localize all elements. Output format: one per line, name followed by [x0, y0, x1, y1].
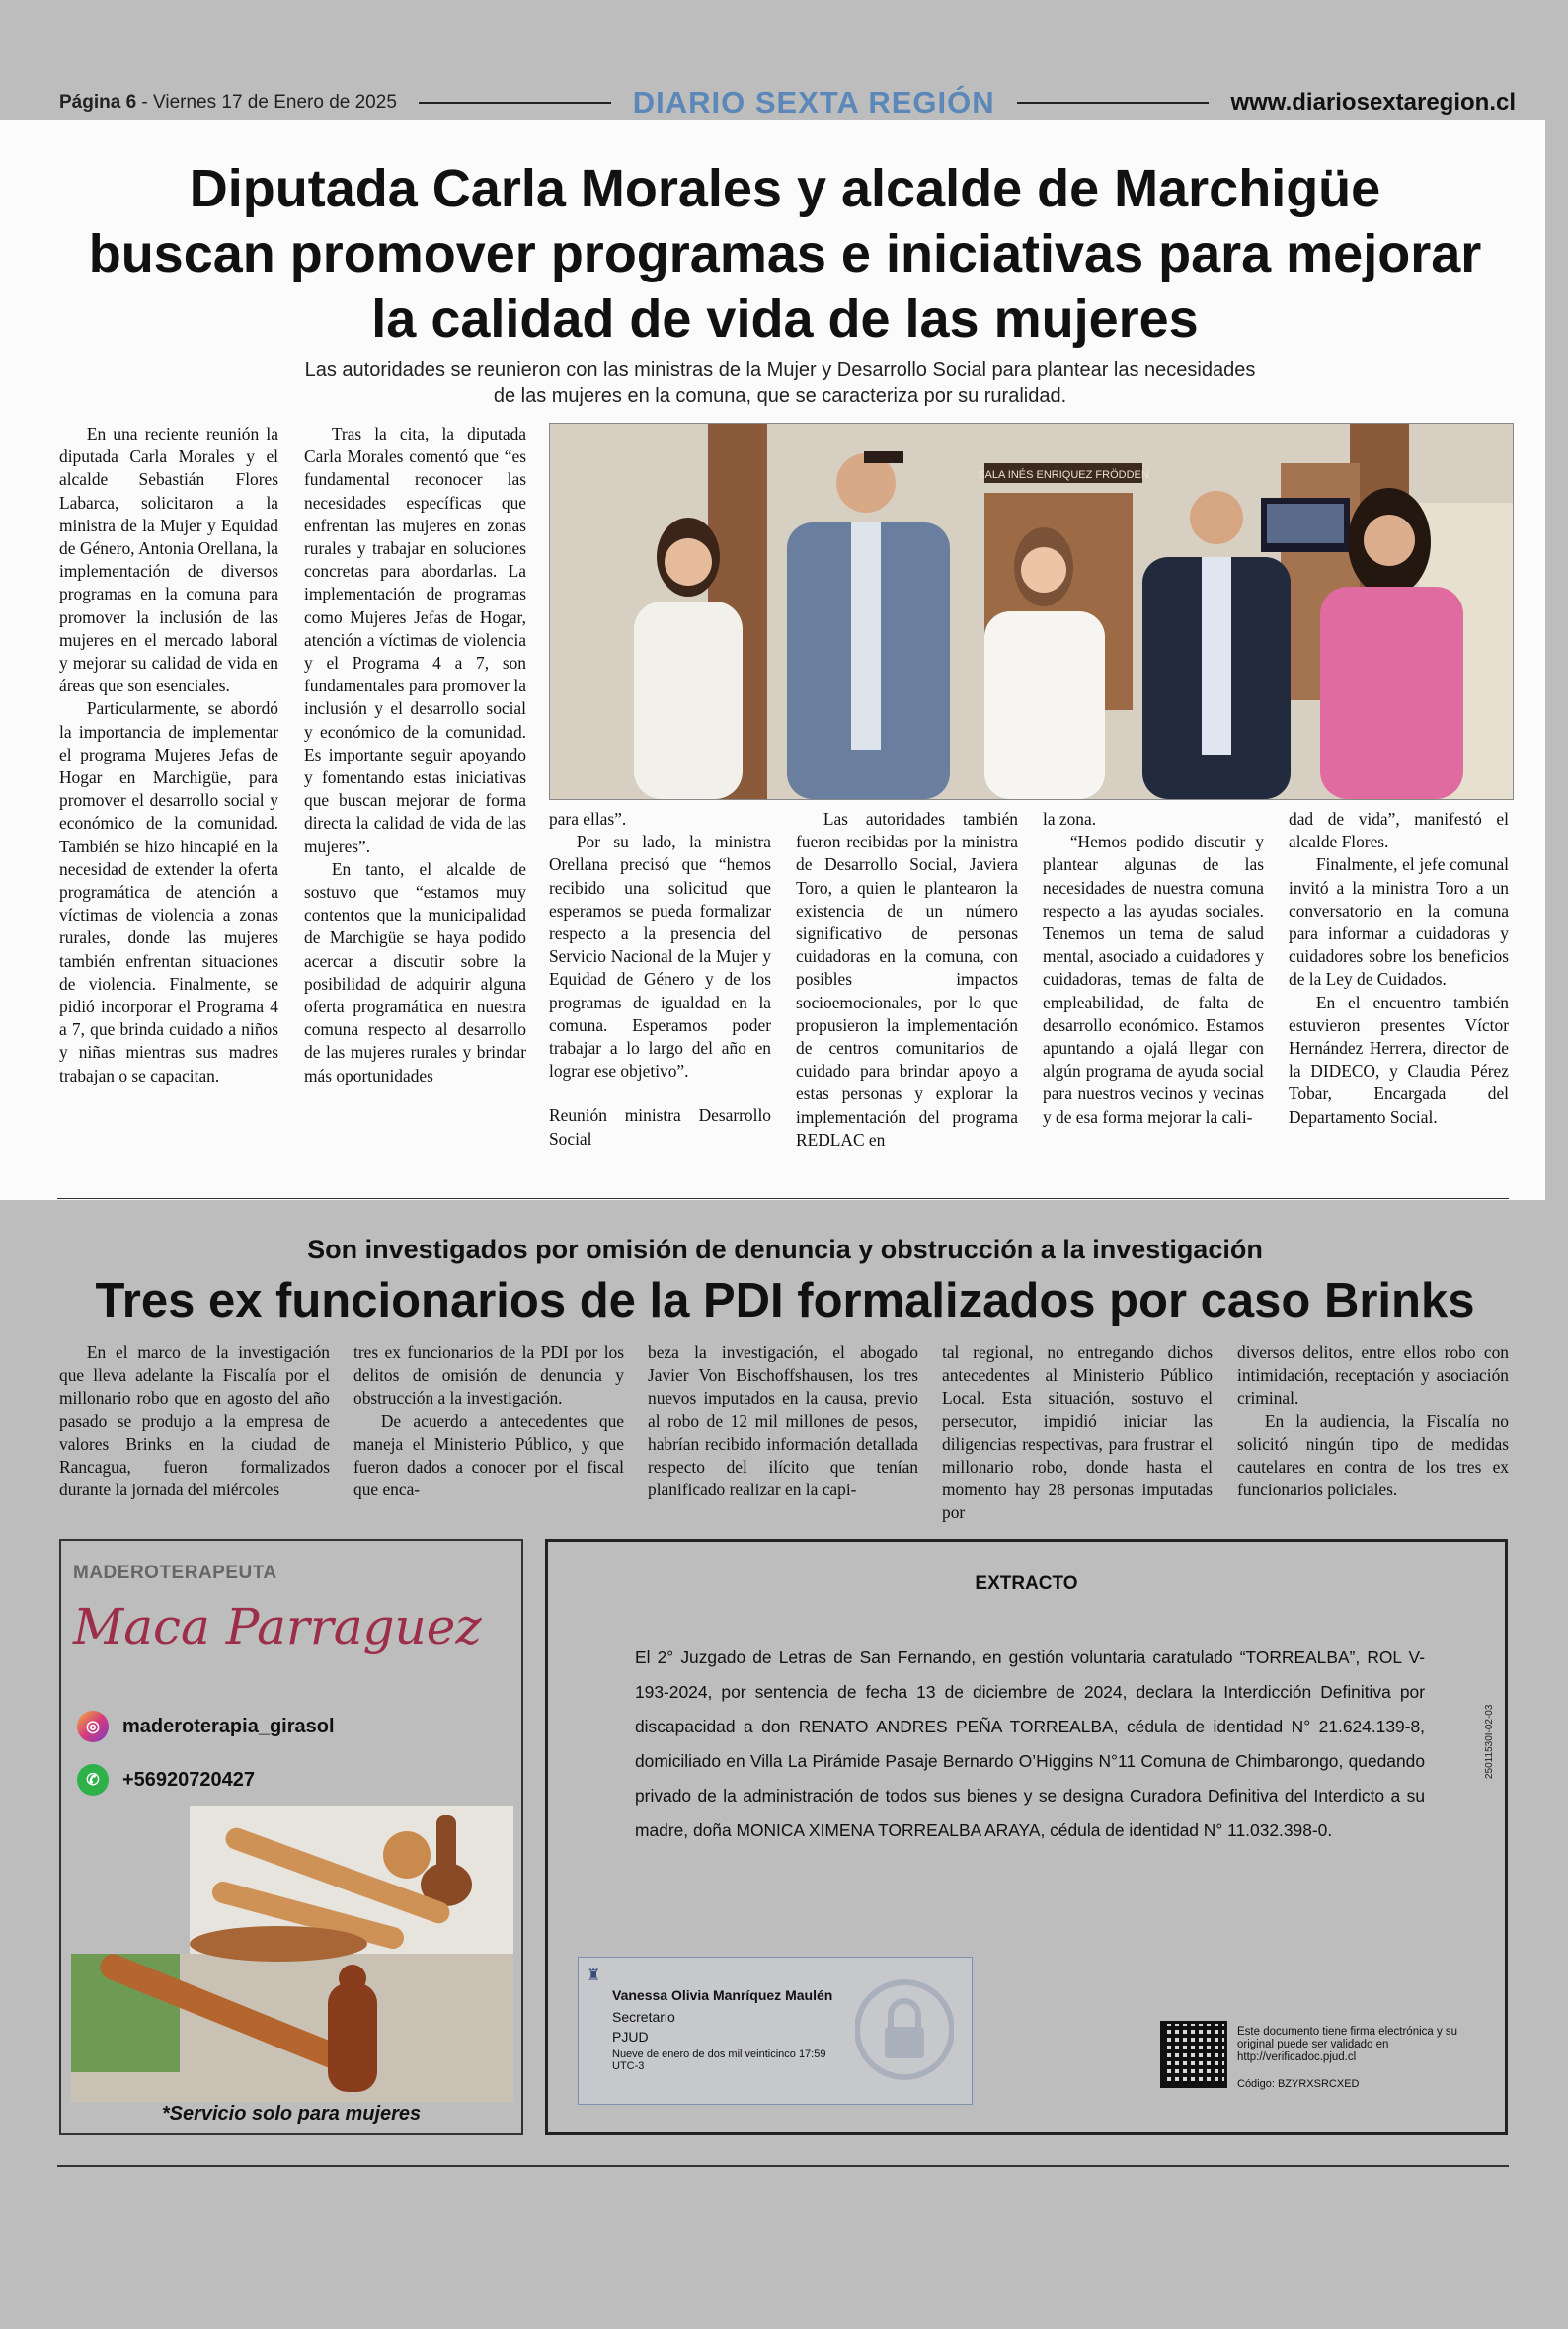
article1-column-6 [1289, 808, 1509, 1129]
subhead-line: Las autoridades se reunieron con las ministras de la Mujer y Desarrollo Social para plantear las necesidades [304, 360, 1256, 381]
article1-column-4 [796, 808, 1018, 1152]
headline-line: Diputada Carla Morales y alcalde de Marchigüe [189, 159, 1381, 218]
paragraph: diversos delitos, entre ellos robo con intimidación, receptación y asociación criminal. [1237, 1342, 1509, 1408]
meeting-photo [549, 423, 1514, 800]
section-divider [57, 1198, 1509, 1199]
document-side-id: 25011530I-02-03 [1484, 1704, 1495, 1779]
paragraph: En tanto, el alcalde de sostuvo que “estamos muy contentos que la municipalidad de Marchigüe se haya podido acercar a discutir sobre la posibilidad de adquirir alguna oferta programática en nuestra comuna respecto al desarrollo de las mujeres rurales y brindar más oportunidades [304, 858, 526, 1085]
lock-icon [855, 1975, 954, 2084]
article1-headline [39, 156, 1530, 352]
paragraph: para ellas”. [549, 809, 627, 829]
photo-room-sign: SALA INÉS ENRIQUEZ FRÖDDEN [978, 469, 1149, 481]
ad-instagram[interactable] [77, 1711, 335, 1742]
paragraph: En una reciente reunión la diputada Carla Morales y el alcalde Sebastián Flores Labarca, solicitaron a la ministra de la Mujer y Equidad de Género, Antonia Orellana, la implementación de diversos programas en la comuna para promover la inclusión de las mujeres en el mercado laboral y mejorar su calidad de vida en áreas que son esenciales. [59, 424, 278, 696]
verification-qr-code[interactable] [1160, 2021, 1227, 2088]
paragraph: Particularmente, se abordó la importancia de implementar el programa Mujeres Jefas de Hogar en Marchigüe, para promover el desarrollo social y económico de la comunidad. También se hizo hincapié en la necesidad de extender la oferta programática de atención a víctimas de violencia a zonas rurales, donde las mujeres también enfrentan situaciones de violencia. Finalmente, se pidió incorporar el Programa 4 a 7, que brinda cuidado a niños y niñas mientras sus madres trabajan o se capacitan. [59, 698, 278, 1085]
signer-role: Secretario [612, 2009, 675, 2025]
paragraph: beza la investigación, el abogado Javier Von Bischoffshausen, los tres nuevos imputados en la causa, previo al robo de 12 mil millones de pesos, habrían recibido información detallada respecto del ilícito que tenían planificado realizar en la capi- [648, 1342, 918, 1500]
header-rule [1017, 102, 1210, 104]
paragraph: tal regional, no entregando dichos antecedentes al Ministerio Público Local. Esta situación, sostuvo el persecutor, impidió iniciar las diligencias respectivas, para frustrar el millonario robo, donde hasta el momento hay 28 personas imputadas por [942, 1342, 1213, 1523]
paragraph: dad de vida”, manifestó el alcalde Flores. [1289, 809, 1509, 852]
header-rule [419, 102, 611, 104]
paragraph: En el marco de la investigación que lleva adelante la Fiscalía por el millonario robo que en agosto del año pasado se produjo a la empresa de valores Brinks en la ciudad de Rancagua, fueron formalizados durante la jornada del miércoles [59, 1342, 330, 1500]
paragraph: Por su lado, la ministra Orellana precisó que “hemos recibido una solicitud que esperamos se pueda formalizar respecto a la presencia del Servicio Nacional de la Mujer y Equidad de Género y de los programas de igualdad en la comuna. Esperamos poder trabajar a lo largo del año en lograr ese objetivo”. [549, 832, 771, 1082]
qr-verification-note: Este documento tiene firma electrónica y su original puede ser validado en http://verificadoc.pjud.cl [1237, 2026, 1458, 2063]
maderoterapia-ad [59, 1539, 523, 2135]
court-emblem-icon: ♜ [587, 1968, 601, 1984]
electronic-signature-box [578, 1957, 973, 2105]
signer-organization: PJUD [612, 2029, 649, 2045]
article1-column-1 [59, 423, 278, 1087]
instagram-icon: ◎ [77, 1711, 109, 1742]
page-header [59, 83, 1516, 122]
article2-kicker: Son investigados por omisión de denuncia y obstrucción a la investigación [307, 1235, 1263, 1264]
bottom-divider [57, 2165, 1509, 2167]
subhead-line: de las mujeres en la comuna, que se caracteriza por su ruralidad. [493, 385, 1067, 407]
ad-whatsapp[interactable] [77, 1764, 255, 1796]
article2-column-2 [353, 1341, 624, 1501]
paragraph: la zona. [1043, 809, 1097, 829]
paragraph: tres ex funcionarios de la PDI por los delitos de omisión de denuncia y obstrucción a la investigación. [353, 1342, 624, 1408]
ad-footer-note: *Servicio solo para mujeres [161, 2103, 422, 2125]
article1-column-2 [304, 423, 526, 1087]
page-info [59, 92, 397, 114]
page-date: - Viernes 17 de Enero de 2025 [136, 92, 397, 113]
paragraph: “Hemos podido discutir y plantear algunas de las necesidades de nuestra comuna respecto a las ayudas sociales. Tenemos un tema de salud mental, asociado a cuidadores y cuidadoras, temas de falta de empleabilidad, de falta de desarrollo económico. Estamos apuntando a ojalá llegar con algún programa de ayuda social para nuestros vecinos y vecinas y de esa forma mejorar la cali- [1043, 832, 1264, 1127]
article1-subhead [237, 358, 1323, 409]
instagram-handle: maderoterapia_girasol [122, 1715, 335, 1737]
paragraph: En el encuentro también estuvieron presentes Víctor Hernández Herrera, director de la DIDECO, y Claudia Pérez Tobar, Encargada del Departamento Social. [1289, 992, 1509, 1127]
paragraph: Tras la cita, la diputada Carla Morales comentó que “es fundamental reconocer las necesidades específicas que enfrentan las mujeres en zonas rurales y trabajar en soluciones concretas para abordarlas. La implementación de programas como Mujeres Jefas de Hogar, atención a víctimas de violencia y el Programa 4 a 7, son fundamentales para promover la inclusión y el desarrollo social y económico de la comunidad. Es importante seguir apoyando y fomentando estas iniciativas que buscan mejorar de forma directa la calidad de vida de las mujeres”. [304, 424, 526, 856]
paragraph: Las autoridades también fueron recibidas por la ministra de Desarrollo Social, Javiera Toro, a quien le plantearon la existencia de un número significativo de personas cuidadoras en la comuna, con posibles impactos socioemocionales, por lo que propusieron la implementación de centros comunitarios de cuidado para brindar apoyo a estas personas y explorar la implementación del programa REDLAC en [796, 809, 1018, 1150]
signer-name: Vanessa Olivia Manríquez Maulén [612, 1987, 833, 2003]
article2-column-1 [59, 1341, 330, 1501]
paragraph: De acuerdo a antecedentes que maneja el Ministerio Público, y que fueron dados a conocer por el fiscal que enca- [353, 1410, 624, 1500]
section-subheading: Reunión ministra Desarrollo Social [549, 1105, 771, 1149]
extracto-body: El 2° Juzgado de Letras de San Fernando, en gestión voluntaria caratulado “TORREALBA”, ROL V-193-2024, por sentencia de fecha 13 de diciembre de 2024, declara la Interdicción Definitiva por discapacidad a don RENATO ANDRES PEÑA TORREALBA, cédula de identidad N° 21.624.139-8, domiciliado en Villa La Pirámide Pasaje Bernardo O’Higgins N°11 Comuna de Chimbarongo, quedando privado de la administración de todos sus bienes y se designa Curadora Definitiva del Interdicto a su madre, doña MONICA XIMENA TORREALBA ARAYA, cédula de identidad N° 11.032.398-0. [635, 1647, 1425, 1840]
page-number: Página 6 [59, 92, 137, 113]
newspaper-brand: DIARIO SEXTA REGIÓN [632, 85, 995, 120]
article1-column-3 [549, 808, 771, 1151]
article2-column-3 [648, 1341, 918, 1501]
legal-notice-extracto [545, 1539, 1508, 2135]
signature-date: Nueve de enero de dos mil veinticinco 17:59 UTC-3 [612, 2048, 826, 2072]
ad-phone: +56920720427 [122, 1768, 256, 1791]
article2-column-5 [1237, 1341, 1509, 1501]
article2-column-4 [942, 1341, 1213, 1525]
article1-column-5 [1043, 808, 1264, 1129]
verification-code: Código: BZYRXSRCXED [1237, 2078, 1360, 2090]
headline-line: la calidad de vida de las mujeres [371, 289, 1199, 349]
ad-title: MADEROTERAPEUTA [73, 1563, 277, 1583]
whatsapp-icon: ✆ [77, 1764, 109, 1796]
ad-brand-name: Maca Parraguez [73, 1598, 482, 1655]
meeting-photo-illustration [550, 424, 1513, 799]
paragraph: Finalmente, el jefe comunal invitó a la ministra Toro a un conversatorio en la comuna para informar a cuidadoras y cuidadores sobre los beneficios de la Ley de Cuidados. [1289, 854, 1509, 990]
newspaper-url[interactable]: www.diariosextaregion.cl [1230, 89, 1516, 116]
article2-headline: Tres ex funcionarios de la PDI formalizados por caso Brinks [95, 1274, 1475, 1327]
extracto-title: EXTRACTO [975, 1573, 1078, 1594]
wood-tools-illustration [71, 1806, 513, 2102]
headline-line: buscan promover programas e iniciativas para mejorar [88, 224, 1482, 283]
paragraph: En la audiencia, la Fiscalía no solicitó ningún tipo de medidas cautelares en contra de los tres ex funcionarios policiales. [1237, 1410, 1509, 1500]
